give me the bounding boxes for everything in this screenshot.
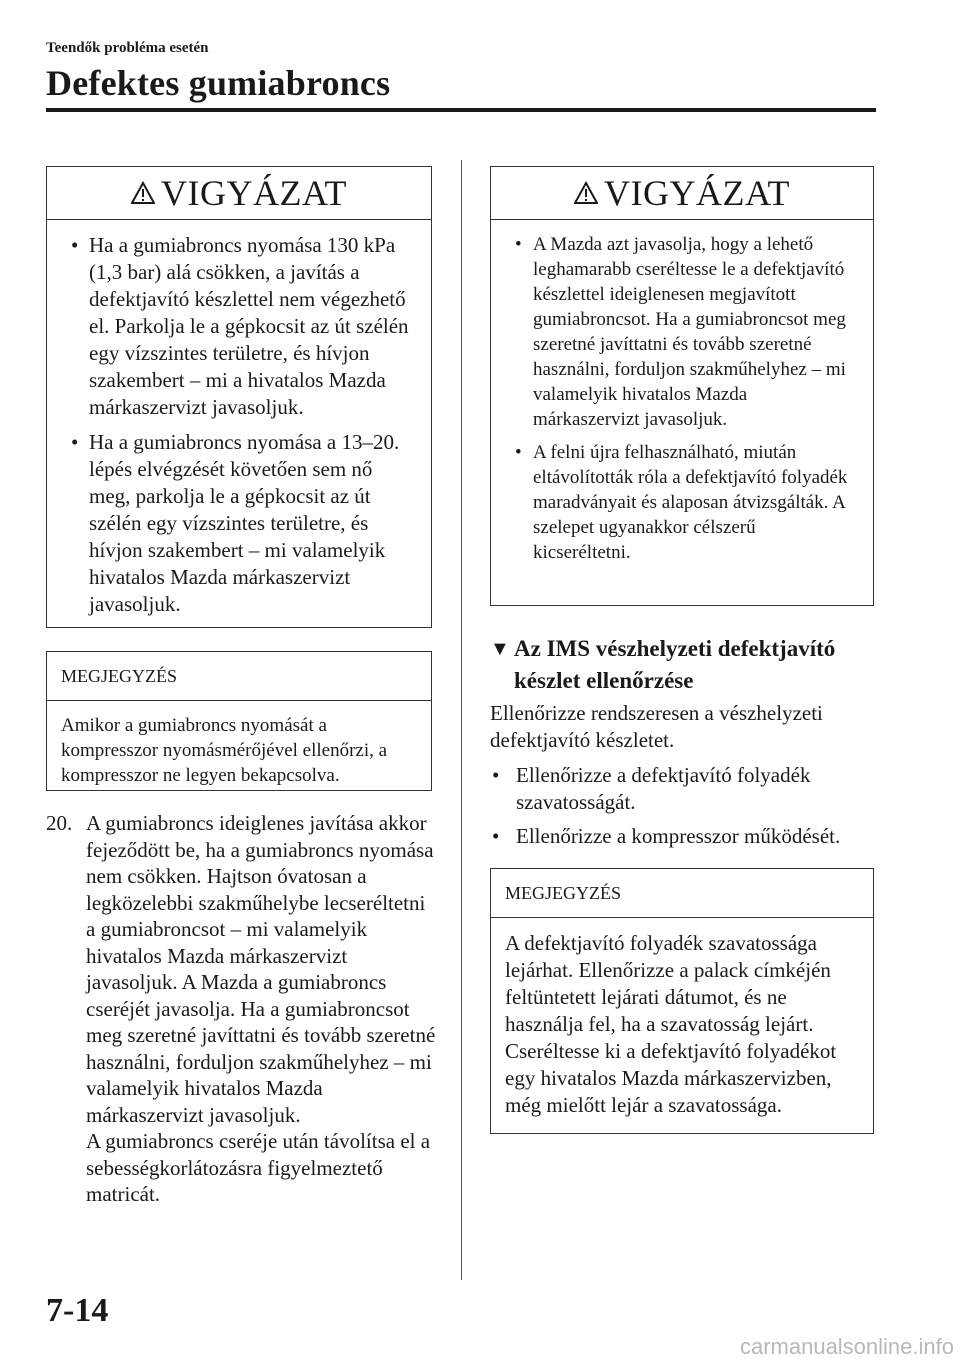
section-label: Teendők probléma esetén xyxy=(46,40,209,56)
watermark: carmanualsonline.info xyxy=(739,1334,954,1359)
caution-title: VIGYÁZAT xyxy=(604,173,790,213)
list-item: • A felni újra felhasználható, miután eltávolították róla a defektjavító folyadék maradványait és alaposan átvizsgálták. A szelepet ugyanakkor célszerű kicseréltetni. xyxy=(519,440,857,565)
page-number: 7-14 xyxy=(46,1292,109,1329)
caution-title: VIGYÁZAT xyxy=(161,173,347,213)
list-item: • Ha a gumiabroncs nyomása a 13–20. lépés elvégzését követően sem nő meg, parkolja le a gépkocsit az út szélén egy vízszintes területre, és hívjon szakembert – mi valamelyik hivatalos Mazda márkaszervizt javasoljuk. xyxy=(75,429,415,618)
triangle-down-icon: ▼ xyxy=(490,638,510,660)
caution-list xyxy=(491,220,873,577)
column-divider xyxy=(461,160,462,1280)
warning-triangle-icon xyxy=(574,172,598,214)
page-title: Defektes gumiabroncs xyxy=(46,63,391,103)
note-header: MEGJEGYZÉS xyxy=(47,652,431,701)
note-text: Amikor a gumiabroncs nyomását a kompresszor nyomásmérőjével ellenőrzi, a kompresszor ne legyen bekapcsolva. xyxy=(61,715,388,786)
caution-box-left xyxy=(46,166,432,628)
warning-triangle-icon xyxy=(131,172,155,214)
section-intro: Ellenőrizze rendszeresen a vészhelyzeti defektjavító készletet. xyxy=(490,701,823,752)
list-item: • Ha a gumiabroncs nyomása 130 kPa (1,3 bar) alá csökken, a javítás a defektjavító készlettel nem végezhető el. Parkolja le a gépkocsit az út szélén egy vízszintes területre, és hívjon szakembert – mi a hivatalos Mazda márkaszervizt javasoljuk. xyxy=(75,232,415,421)
section-heading xyxy=(490,633,880,697)
caution-header xyxy=(47,167,431,220)
note-text: A defektjavító folyadék szavatossága lejárhat. Ellenőrizze a palack címkéjén feltüntetett lejárati dátumot, és ne használja fel, ha a szavatosság lejárt. Cseréltesse ki a defektjavító folyadékot egy hivatalos Mazda márkaszervizben, még mielőtt lejár a szavatossága. xyxy=(505,931,837,1117)
note-box-left xyxy=(46,651,432,791)
section-title: Az IMS vészhelyzeti defektjavító készlet ellenőrzése xyxy=(514,636,836,693)
header-rule xyxy=(46,108,876,112)
step-number: 20. xyxy=(46,811,73,835)
note-header: MEGJEGYZÉS xyxy=(491,869,873,918)
check-list xyxy=(490,762,880,858)
list-item: • Ellenőrizze a kompresszor működését. xyxy=(490,823,880,850)
list-item: • A Mazda azt javasolja, hogy a lehető leghamarabb cseréltesse le a defektjavító készlettel ideiglenesen megjavított gumiabroncsot. Ha a gumiabroncsot meg szeretné javíttatni és tovább szeretné használni, forduljon szakműhelyhez – mi valamelyik hivatalos Mazda márkaszervizt javasoljuk. xyxy=(519,232,857,432)
step-text: A gumiabroncs ideiglenes javítása akkor fejeződött be, ha a gumiabroncs nyomása nem csökken. Hajtson óvatosan a legközelebbi szakműhelybe lecseréltetni a gumiabroncsot – mi valamelyik hivatalos Mazda márkaszervizt javasoljuk. A Mazda a gumiabroncs cseréjét javasolja. Ha a gumiabroncsot meg szeretné javíttatni és tovább szeretné használni, forduljon szakműhelyhez – mi valamelyik hivatalos Mazda márkaszervizt javasoljuk. xyxy=(86,811,436,1127)
caution-box-right xyxy=(490,166,874,606)
caution-list xyxy=(47,220,431,630)
caution-header xyxy=(491,167,873,220)
step-20 xyxy=(46,810,436,1208)
list-item: • Ellenőrizze a defektjavító folyadék szavatosságát. xyxy=(490,762,880,815)
note-box-right xyxy=(490,868,874,1134)
step-text-2: A gumiabroncs cseréje után távolítsa el a sebességkorlátozásra figyelmeztető matricát. xyxy=(86,1129,431,1206)
